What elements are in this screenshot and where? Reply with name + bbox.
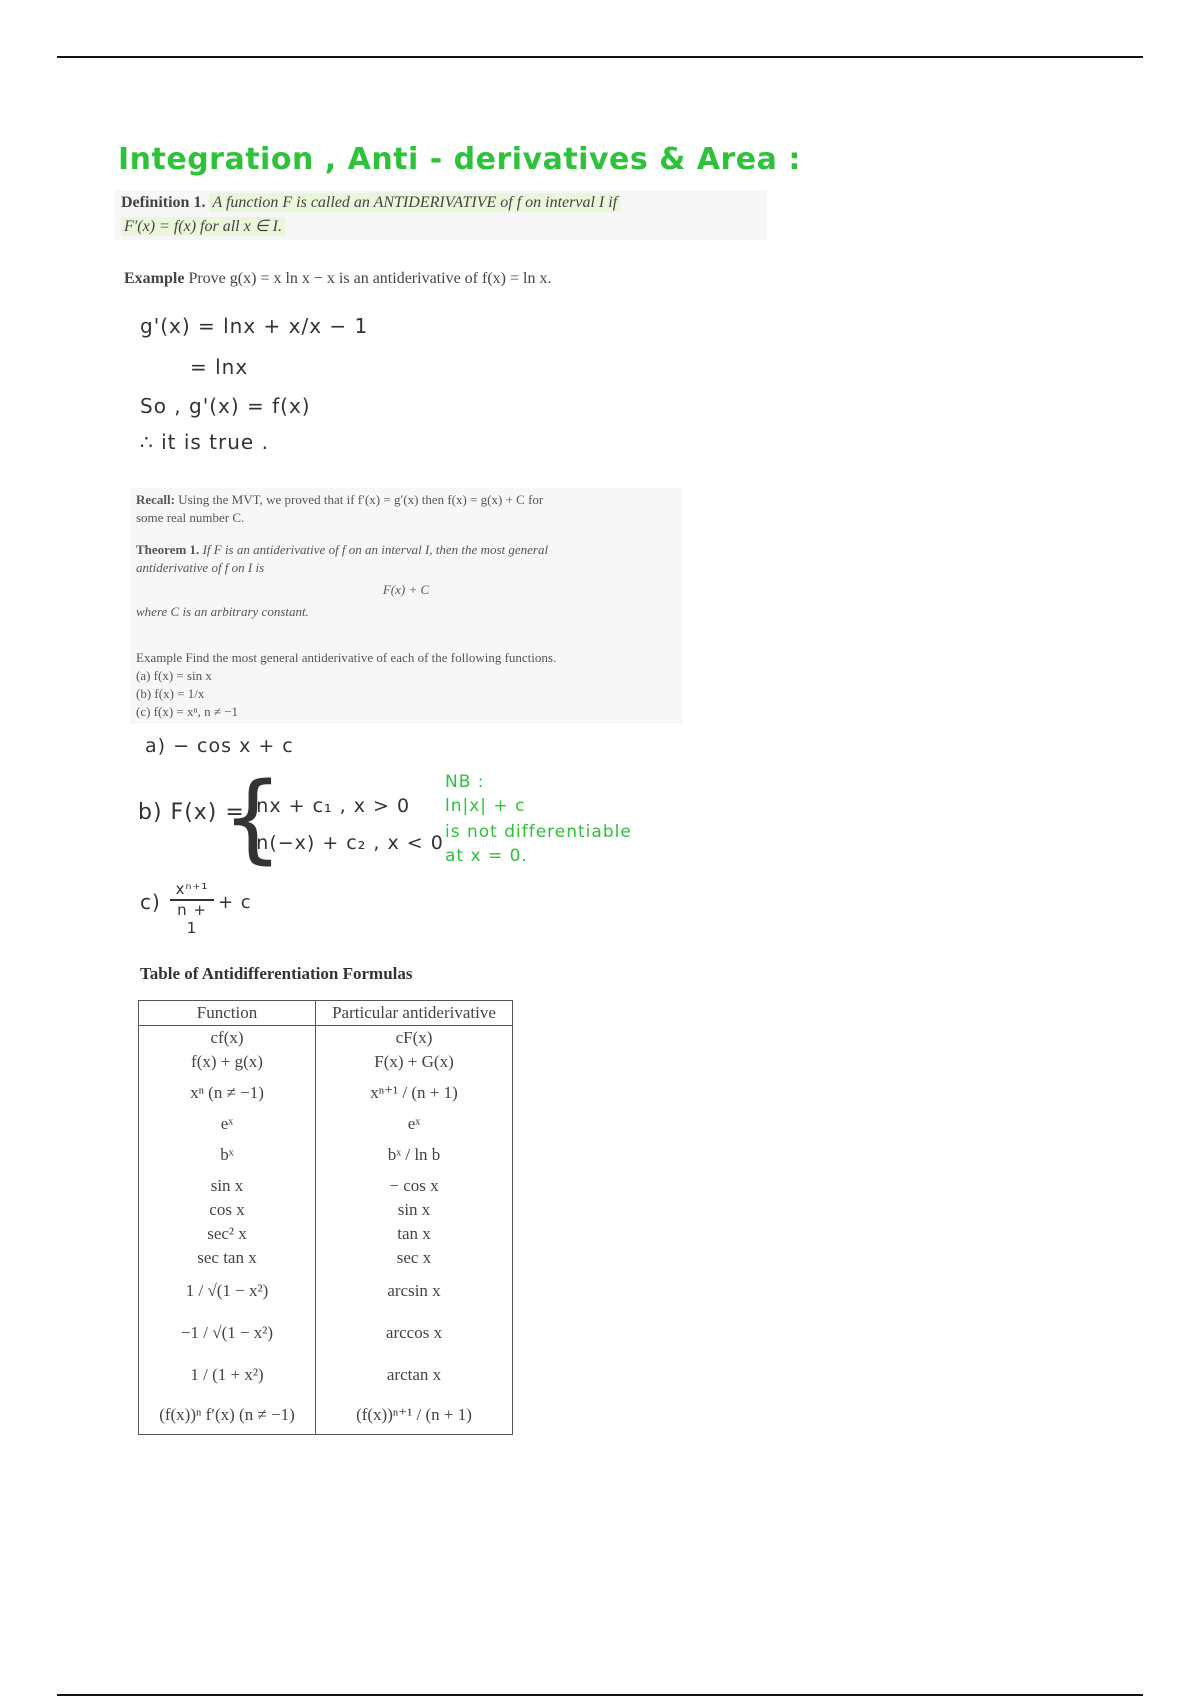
note-line2: ln|x| + c bbox=[445, 796, 526, 816]
answer-c-numerator: xⁿ⁺¹ bbox=[175, 880, 209, 898]
note-line3: is not differentiable bbox=[445, 822, 632, 842]
header-function: Function bbox=[139, 1001, 316, 1026]
table-row bbox=[139, 1026, 513, 1051]
answer-a: a) − cos x + c bbox=[145, 735, 294, 757]
example2-a: (a) f(x) = sin x bbox=[136, 668, 212, 683]
theorem-text-1: If F is an antiderivative of f on an interval I, then the most general bbox=[202, 542, 549, 557]
note-line1: NB : bbox=[445, 772, 485, 792]
table-cell-function: 1 / (1 + x²) bbox=[139, 1354, 316, 1396]
recall-label: Recall: bbox=[136, 492, 175, 507]
note-line4: at x = 0. bbox=[445, 846, 528, 866]
example1-text: Prove g(x) = x ln x − x is an antiderivative of f(x) = ln x. bbox=[188, 270, 552, 287]
example1 bbox=[124, 270, 551, 288]
table-cell-antiderivative: tan x bbox=[316, 1222, 513, 1246]
table-cell-antiderivative: eˣ bbox=[316, 1112, 513, 1136]
table-row bbox=[139, 1050, 513, 1074]
header-antiderivative: Particular antiderivative bbox=[316, 1001, 513, 1026]
table-row bbox=[139, 1354, 513, 1396]
example1-label: Example bbox=[124, 270, 185, 287]
answer-b-brace: { bbox=[222, 762, 284, 874]
table-row bbox=[139, 1112, 513, 1136]
table-row bbox=[139, 1270, 513, 1312]
table-row bbox=[139, 1198, 513, 1222]
table-cell-antiderivative: arcsin x bbox=[316, 1270, 513, 1312]
table-cell-antiderivative: F(x) + G(x) bbox=[316, 1050, 513, 1074]
table-cell-antiderivative: sin x bbox=[316, 1198, 513, 1222]
example2-b: (b) f(x) = 1/x bbox=[136, 686, 205, 701]
table-cell-function: sec² x bbox=[139, 1222, 316, 1246]
answer-b-label: b) F(x) = bbox=[138, 800, 245, 825]
answer-b-case1: lnx + c₁ , x > 0 bbox=[250, 795, 411, 817]
page-title: Integration , Anti - derivatives & Area : bbox=[118, 142, 801, 177]
top-rule bbox=[57, 56, 1143, 58]
answer-c-denominator: n + 1 bbox=[170, 899, 214, 937]
table-row bbox=[139, 1396, 513, 1435]
table-cell-antiderivative: arctan x bbox=[316, 1354, 513, 1396]
table-cell-function: −1 / √(1 − x²) bbox=[139, 1312, 316, 1354]
table-cell-antiderivative: cF(x) bbox=[316, 1026, 513, 1051]
answer-c-tail: + c bbox=[218, 892, 252, 913]
work1-line3: So , g'(x) = f(x) bbox=[140, 394, 311, 418]
table-row bbox=[139, 1074, 513, 1112]
table-cell-antiderivative: bˣ / ln b bbox=[316, 1136, 513, 1174]
definition-text-1: A function F is called an ANTIDERIVATIVE of f on interval I if bbox=[209, 193, 620, 212]
recall-theorem-block bbox=[130, 488, 682, 724]
table-cell-function: (f(x))ⁿ f′(x) (n ≠ −1) bbox=[139, 1396, 316, 1435]
table-header-row bbox=[139, 1001, 513, 1026]
table-row bbox=[139, 1174, 513, 1198]
table-cell-antiderivative: (f(x))ⁿ⁺¹ / (n + 1) bbox=[316, 1396, 513, 1435]
table-cell-antiderivative: xⁿ⁺¹ / (n + 1) bbox=[316, 1074, 513, 1112]
answer-c-fraction bbox=[170, 880, 214, 937]
bottom-rule bbox=[57, 1694, 1143, 1696]
table-row bbox=[139, 1246, 513, 1270]
recall-text-1: Using the MVT, we proved that if f′(x) = g′(x) then f(x) = g(x) + C for bbox=[178, 492, 544, 507]
table-cell-function: f(x) + g(x) bbox=[139, 1050, 316, 1074]
work1-line4: ∴ it is true . bbox=[140, 430, 269, 454]
table-cell-function: 1 / √(1 − x²) bbox=[139, 1270, 316, 1312]
answer-c-label: c) bbox=[140, 890, 161, 914]
table-row bbox=[139, 1312, 513, 1354]
answer-b-case2: ln(−x) + c₂ , x < 0 bbox=[250, 832, 444, 854]
table-cell-function: sec tan x bbox=[139, 1246, 316, 1270]
table-cell-function: sin x bbox=[139, 1174, 316, 1198]
theorem-label: Theorem 1. bbox=[136, 542, 200, 557]
definition-block bbox=[115, 190, 767, 240]
theorem-formula: F(x) + C bbox=[382, 582, 430, 597]
table-cell-function: cos x bbox=[139, 1198, 316, 1222]
definition-text-2: F′(x) = f(x) for all x ∈ I. bbox=[121, 217, 285, 236]
table-cell-antiderivative: sec x bbox=[316, 1246, 513, 1270]
example2-text: Example Find the most general antiderivative of each of the following functions. bbox=[136, 650, 557, 665]
table-row bbox=[139, 1136, 513, 1174]
table-cell-function: cf(x) bbox=[139, 1026, 316, 1051]
example2-c: (c) f(x) = xⁿ, n ≠ −1 bbox=[136, 704, 239, 719]
theorem-text-2: antiderivative of f on I is bbox=[136, 560, 265, 575]
table-cell-function: bˣ bbox=[139, 1136, 316, 1174]
table-cell-antiderivative: arccos x bbox=[316, 1312, 513, 1354]
recall-text-2: some real number C. bbox=[136, 510, 245, 525]
table-row bbox=[139, 1222, 513, 1246]
table-title: Table of Antidifferentiation Formulas bbox=[140, 964, 413, 983]
table-cell-function: eˣ bbox=[139, 1112, 316, 1136]
table-cell-antiderivative: − cos x bbox=[316, 1174, 513, 1198]
theorem-where: where C is an arbitrary constant. bbox=[136, 604, 309, 619]
formula-table bbox=[138, 1000, 513, 1435]
definition-label: Definition 1. bbox=[121, 194, 206, 211]
work1-line1: g'(x) = lnx + x/x − 1 bbox=[140, 314, 369, 338]
work1-line2: = lnx bbox=[190, 355, 249, 379]
table-cell-function: xⁿ (n ≠ −1) bbox=[139, 1074, 316, 1112]
formula-table-wrapper bbox=[138, 1000, 513, 1435]
